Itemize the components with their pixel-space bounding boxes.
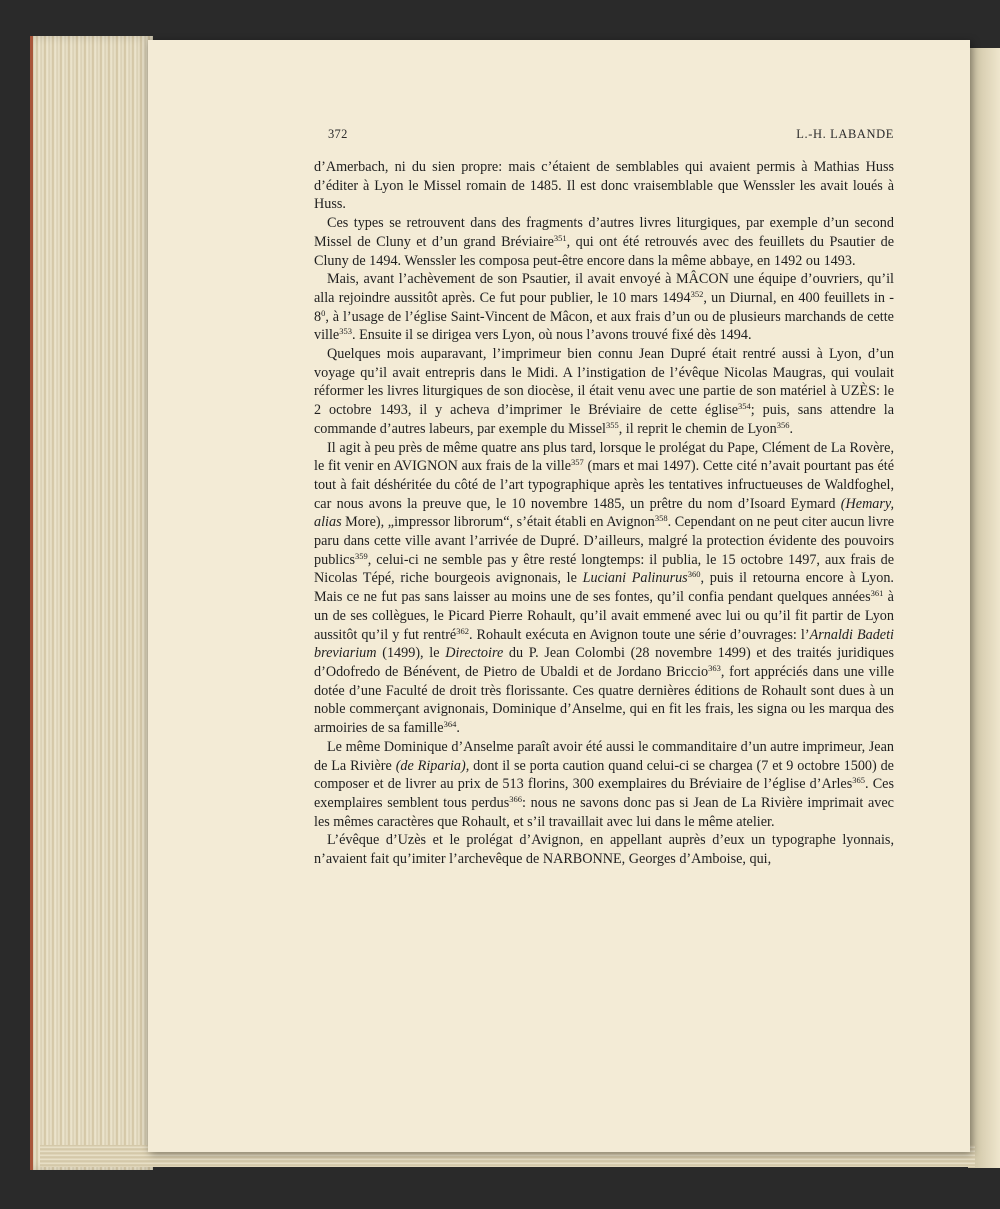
text-run: L’évêque d’Uzès et le prolégat d’Avignon, en appellant auprès d’eux un typographe lyonnais, n’avaient fait qu’imiter l’archevêque de NARBONNE, Georges d’Amboise, qui, (314, 832, 894, 868)
footnote-ref: 362 (456, 625, 469, 636)
text-run: . Rohault exécuta en Avignon toute une série d’ouvrages: l’ (468, 626, 810, 643)
text-run: du P. Jean Colombi (28 novembre 1499) et des traités juridiques d’Odofredo de Bénévent, de Pietro de Ubaldi et de Jordano Briccio (314, 645, 894, 680)
page-number: 372 (328, 127, 348, 141)
text-run: d’Amerbach, ni du sien propre: mais c’étaient de semblables qui avaient permis à Mathias Huss d’éditer à Lyon le Missel romain de 1485. Il est donc vraisemblable que Wenssler les avait loués à Huss. (314, 159, 894, 213)
footnote-ref: 359 (354, 550, 368, 561)
footnote-ref: 366 (509, 793, 522, 804)
text-run: , puis il retourna encore à Lyon. Mais ce ne fut pas sans laisser au moins une de ses fontes, qu’il confia pendant quelques années (314, 570, 894, 606)
text-run: (mars et mai 1497). Cette cité n’avait pourtant pas été tout à fait déshéritée du côté de l’art typographique après les tentatives infructueuses de Waldfoghel, car nous avons la preuve que, le 10 novembre 1485, un prêtre du nom d’Isoard Eymard (314, 458, 895, 512)
text-run: ; puis, sans attendre la commande d’autres labeurs, par exemple du Missel (314, 402, 894, 437)
facing-page-edge (968, 48, 1000, 1168)
footnote-ref: 0 (321, 307, 326, 318)
running-header (328, 127, 894, 147)
text-run: (1499), le (376, 645, 446, 662)
text-run: : nous ne savons donc pas si Jean de La Rivière imprimait avec les mêmes caractères que Rohault, et s’il travaillait avec lui dans le même atelier. (314, 794, 894, 830)
text-run: Le même Dominique d’Anselme paraît avoir été aussi le commanditaire d’un autre imprimeur, Jean de La Rivière (314, 738, 894, 774)
footnote-ref: 351 (553, 232, 567, 243)
body-text (314, 158, 894, 869)
book-page-edges (30, 36, 153, 1170)
paragraph (314, 345, 894, 439)
paragraph (314, 214, 894, 270)
text-run: . Cependant on ne peut citer aucun livre paru dans cette ville avant l’arrivée de Dupré. D’ailleurs, malgré la protection évidente des pouvoirs publics (314, 514, 894, 568)
text-run: Ces types se retrouvent dans des fragments d’autres livres liturgiques, par exemple d’un second Missel de Cluny et d’un grand Bréviaire (314, 215, 894, 250)
footnote-ref: 363 (708, 662, 721, 673)
text-run: , qui ont été retrouvés avec des feuillets du Psautier de Cluny de 1494. Wenssler les composa peut-être encore dans la même abbaye, en 1492 ou 1493. (314, 233, 895, 269)
footnote-ref: 361 (870, 588, 884, 599)
footnote-ref: 365 (852, 775, 865, 786)
italic-text: (Hemary, alias (314, 495, 894, 531)
text-run: Il agit à peu près de même quatre ans plus tard, lorsque le prolégat du Pape, Clément de La Rovère, le fit venir en AVIGNON aux frais de la ville (314, 439, 894, 475)
text-run: . Ensuite il se dirigea vers Lyon, où nous l’avons trouvé fixé dès 1494. (351, 327, 752, 344)
text-run: Quelques mois auparavant, l’imprimeur bien connu Jean Dupré était rentré aussi à Lyon, d’un voyage qu’il avait entrepris dans le Midi. A l’instigation de l’évêque Nicolas Maugras, qui voulait réformer les livres liturgiques de son diocèse, il était venu avec une partie de son matériel à UZÈS: le 2 octobre 1493, il y acheva d’imprimer le Bréviaire de cette église (314, 346, 894, 419)
text-run: , celui-ci ne semble pas y être resté longtemps: il publia, le 15 octobre 1497, aux frais de Nicolas Tépé, riche bourgeois avignonais, le (314, 551, 894, 587)
text-run: à un de ses collègues, le Picard Pierre Rohault, qu’il avait emmené avec lui ou qu’il fit partir de Lyon aussitôt qu’il y fut rentré (314, 589, 894, 643)
italic-text: Directoire (445, 645, 504, 662)
footnote-ref: 360 (687, 569, 701, 580)
text-run: . (456, 720, 460, 737)
footnote-ref: 354 (738, 401, 751, 412)
text-run: , il reprit le chemin de Lyon (618, 420, 777, 437)
footnote-ref: 355 (605, 419, 619, 430)
text-run: . Ces exemplaires semblent tous perdus (314, 776, 894, 811)
footnote-ref: 364 (443, 719, 457, 730)
text-run: Mais, avant l’achèvement de son Psautier, il avait envoyé à MÂCON une équipe d’ouvriers, qu’il alla rejoindre aussitôt après. Ce fut pour publier, le 10 mars 1494 (314, 271, 894, 306)
footnote-ref: 352 (690, 288, 704, 299)
italic-text: Luciani Palinurus (582, 570, 688, 587)
text-run: , à l’usage de l’église Saint-Vincent de Mâcon, et aux frais d’un ou de plusieurs marchands de cette ville (314, 308, 894, 344)
paragraph (314, 158, 894, 214)
running-head-author: L.-H. LABANDE (796, 127, 894, 141)
footnote-ref: 356 (776, 419, 790, 430)
footnote-ref: 357 (571, 457, 584, 468)
paragraph (314, 831, 894, 868)
italic-text: Arnaldi Badeti breviarium (314, 626, 894, 662)
text-run: dont il se porta caution quand celui-ci se chargea (7 et 9 octobre 1500) de composer et de livrer au prix de 513 florins, 300 exemplaires du Bréviaire de l’église d’Arles (314, 757, 894, 793)
footnote-ref: 353 (339, 326, 352, 337)
paragraph (314, 439, 894, 738)
text-run: . (789, 420, 793, 437)
paragraph (314, 738, 894, 832)
italic-text: (de Riparia), (395, 757, 470, 774)
footnote-ref: 358 (654, 513, 668, 524)
text-run: More), „impressor librorum“, s’était établi en Avignon (341, 514, 655, 531)
paragraph (314, 270, 894, 345)
text-run: , fort appréciés dans une ville dotée d’une Faculté de droit très florissante. Ces quatre dernières éditions de Rohault sont dues à un noble commerçant avignonais, Dominique d’Anselme, qui en fit les frais, les signa ou les marqua des armoiries de sa famille (314, 663, 894, 737)
text-run: , un Diurnal, en 400 feuillets in - 8 (314, 289, 894, 325)
